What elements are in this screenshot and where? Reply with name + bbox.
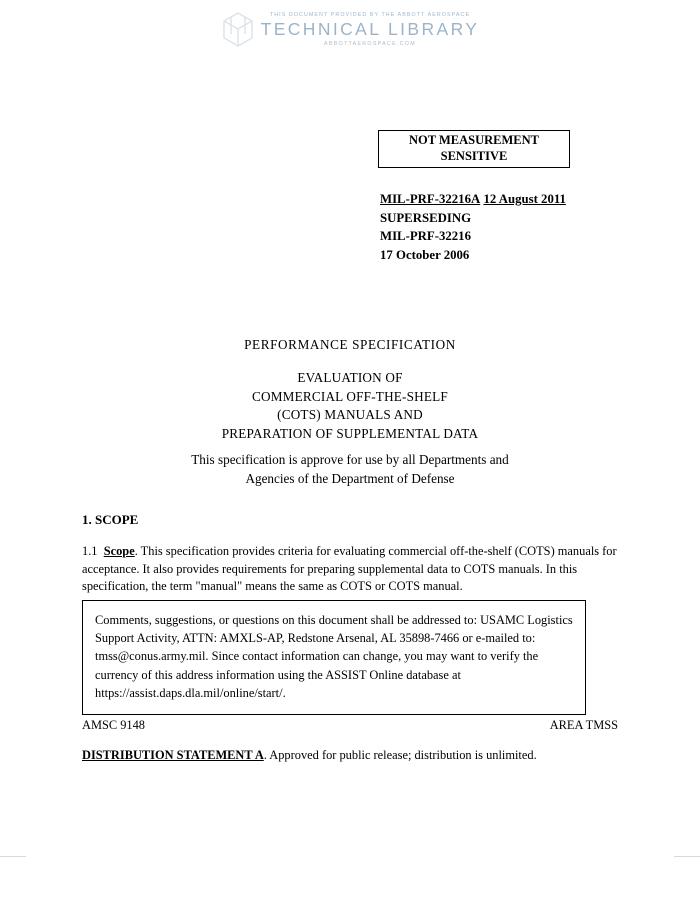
title-line-3: (COTS) MANUALS AND bbox=[277, 407, 423, 423]
not-measurement-sensitive-box bbox=[378, 130, 570, 168]
distribution-statement bbox=[82, 748, 642, 763]
title-line-2: COMMERCIAL OFF-THE-SHELF bbox=[252, 388, 448, 404]
area-code: AREA TMSS bbox=[549, 718, 618, 732]
watermark-main-line: TECHNICAL LIBRARY bbox=[260, 19, 480, 40]
page-edge-tick-right bbox=[674, 856, 700, 857]
superseded-spec-number: MIL-PRF-32216 bbox=[380, 229, 471, 244]
approval-line-1: This specification is approve for use by all Departments and bbox=[191, 452, 509, 467]
scope-paragraph bbox=[82, 543, 618, 596]
amsc-number: AMSC 9148 bbox=[82, 718, 145, 732]
title-line-1: EVALUATION OF bbox=[297, 370, 403, 385]
watermark-top-line: THIS DOCUMENT PROVIDED BY THE ABBOTT AEROSPACE bbox=[269, 11, 471, 18]
superseding-label: SUPERSEDING bbox=[380, 210, 472, 225]
nms-line-2: SENSITIVE bbox=[440, 149, 508, 163]
specification-type: PERFORMANCE SPECIFICATION bbox=[244, 337, 456, 352]
approval-statement bbox=[0, 450, 700, 488]
comments-text: Comments, suggestions, or questions on this document shall be addressed to: USAMC Logistics Support Activity, ATTN: AMXLS-AP, Redstone Arsenal, AL 35898-7466 or e-mailed to: tmss@conus.army.mil. Since contact information can change, you may want to verify the currency of this address information using the ASSIST Online database at https://assist.daps.dla.mil/online/start/. bbox=[95, 613, 573, 700]
scope-paragraph-number: 1.1 bbox=[82, 544, 98, 558]
cube-logo-icon bbox=[221, 11, 255, 49]
distribution-statement-label: DISTRIBUTION STATEMENT A bbox=[82, 748, 264, 762]
comments-contact-box bbox=[82, 600, 586, 715]
document-identification-block bbox=[380, 190, 640, 264]
document-title bbox=[0, 369, 700, 444]
spec-date: 12 August 2011 bbox=[483, 192, 566, 206]
scope-paragraph-label: Scope bbox=[103, 544, 135, 558]
scope-section-heading: 1. SCOPE bbox=[82, 512, 139, 527]
abbott-aerospace-watermark bbox=[0, 0, 700, 60]
page-edge-tick-left bbox=[0, 856, 26, 857]
approval-line-2: Agencies of the Department of Defense bbox=[245, 471, 455, 487]
nms-line-1: NOT MEASUREMENT bbox=[409, 133, 539, 148]
superseded-spec-date: 17 October 2006 bbox=[380, 247, 470, 262]
distribution-statement-text: . Approved for public release; distribution is unlimited. bbox=[263, 748, 537, 762]
spec-number: MIL-PRF-32216A bbox=[380, 192, 481, 206]
scope-paragraph-text: . This specification provides criteria for evaluating commercial off-the-shelf (COTS) manuals for acceptance. It also provides requirements for preparing supplemental data to COTS manuals. In this specification, the term "manual" means the same as COTS or COTS manual. bbox=[82, 544, 617, 594]
amsc-area-row bbox=[82, 718, 618, 733]
title-line-4: PREPARATION OF SUPPLEMENTAL DATA bbox=[221, 426, 479, 442]
watermark-bottom-line: ABBOTTAEROSPACE.COM bbox=[324, 40, 416, 47]
